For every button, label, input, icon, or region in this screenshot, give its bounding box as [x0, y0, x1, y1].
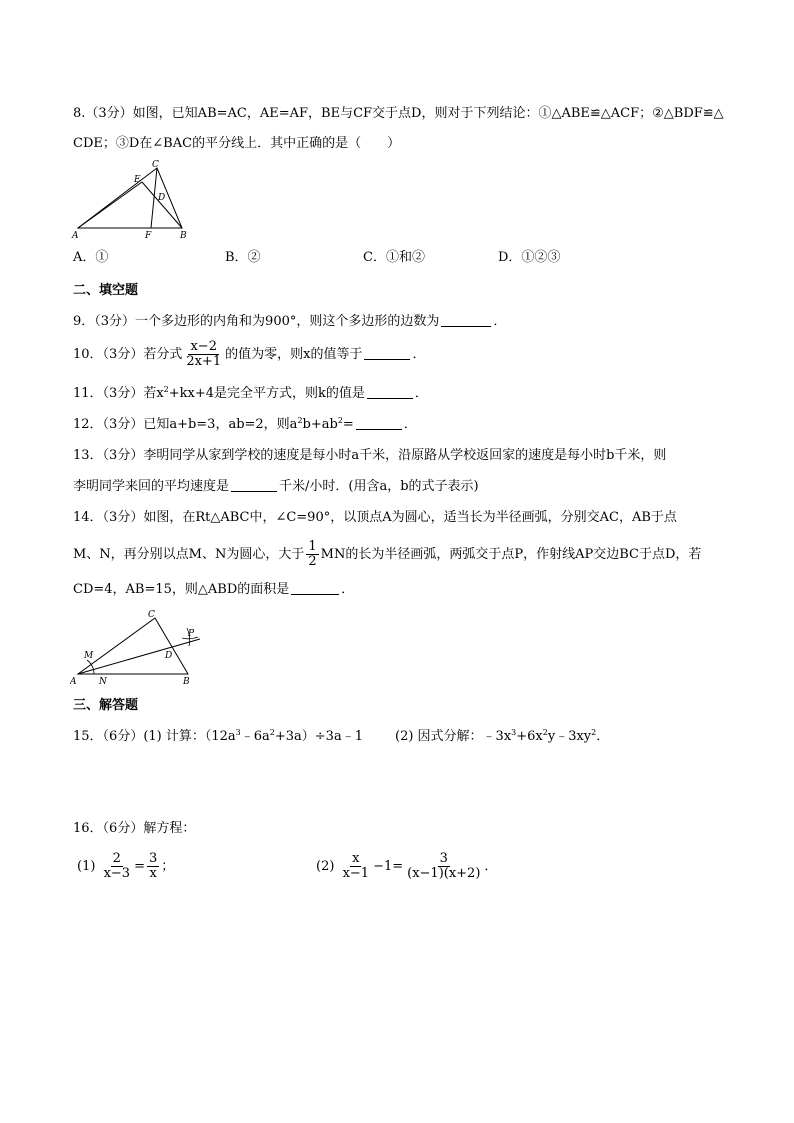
q8-label-b: B [180, 231, 187, 240]
q15-p2-sup1: 3 [511, 728, 517, 737]
q14-line2-prefix: M、N，再分别以点M、N为圆心，大于 [73, 547, 305, 562]
q8-option-c: C．①和② [363, 250, 425, 265]
q10-frac-num: x−2 [190, 339, 217, 354]
q11-sup: 2 [163, 385, 169, 394]
q14-frac-num: 1 [308, 539, 317, 554]
q14-frac-den: 2 [308, 554, 317, 569]
q8-line1: 8.（3分）如图，已知AB=AC，AE=AF，BE与CF交于点D，则对于下列结论：①△ABE≌△ACF；②△BDF≌△ [73, 106, 724, 121]
q16-p1-frac2 [147, 852, 159, 881]
q11-suffix: +kx+4是完全平方式，则k的值是 [168, 386, 365, 401]
q16-p1-den1: x−3 [103, 866, 131, 881]
q12-prefix: 12．（3分）已知a+b=3，ab=2，则a [73, 417, 298, 432]
q16-p2-frac1 [341, 852, 372, 881]
q12-suffix: = [342, 417, 354, 432]
q16-p2-den1: x−1 [342, 866, 370, 881]
q14-line2 [73, 540, 701, 569]
q9-end: ． [493, 314, 507, 329]
q8-label-f: F [145, 231, 152, 240]
q16-p2-frac2 [405, 852, 482, 881]
q16-p1-den2: x [149, 866, 157, 881]
q11-prefix: 11．（3分）若x [73, 386, 164, 401]
q14-label-n: N [99, 677, 107, 686]
q12-mid: b+ab [302, 417, 338, 432]
q16-title: 16．（6分）解方程： [73, 821, 196, 836]
q8-line2: CDE；③D在∠BAC的平分线上．其中正确的是（ ） [73, 136, 401, 151]
q16-p1-label: (1) [77, 859, 96, 874]
q10-end: ． [412, 347, 426, 362]
q8-triangle-figure [70, 160, 195, 240]
q8-label-a: A [72, 231, 79, 240]
q15-part1 [73, 728, 363, 746]
q16-p1-num1: 2 [112, 851, 121, 866]
q13-line2 [73, 478, 479, 496]
q15-p2-sup2: 2 [542, 728, 548, 737]
q16-p2-den2: (x−1)(x+2) [407, 866, 481, 881]
q14-line3-prefix: CD=4，AB=15，则△ABD的面积是 [73, 582, 290, 597]
q15-p1-prefix: 15．（6分）(1) 计算：（12a [73, 729, 236, 744]
q14-label-a: A [70, 677, 77, 686]
q12 [73, 416, 417, 434]
q12-sup1: 2 [297, 416, 303, 425]
q14-label-c: C [148, 610, 155, 620]
q10-answer-blank [364, 346, 410, 360]
q8-label-c: C [152, 160, 159, 170]
q15-p2-sup3: 2 [591, 728, 597, 737]
q10-fraction [184, 340, 223, 369]
q15-p1-sup1: 3 [235, 728, 241, 737]
q15-p2-mid1: +6x [516, 729, 543, 744]
q15-part2 [395, 728, 609, 746]
q9-text: 9．（3分）一个多边形的内角和为900°，则这个多边形的边数为 [73, 314, 440, 329]
q8-option-b: B．② [225, 250, 261, 265]
q9 [73, 313, 506, 331]
q8-option-a: A．① [73, 250, 109, 265]
q8-label-d: D [158, 193, 166, 203]
q12-end: ． [403, 417, 417, 432]
q16-part1 [77, 852, 174, 881]
q13-line2-suffix: 千米/小时．(用含a，b的式子表示) [279, 479, 479, 494]
q14-answer-blank [291, 581, 339, 595]
q16-p1-frac1 [102, 852, 133, 881]
q16-part2 [316, 852, 497, 881]
q16-p2-num1: x [352, 851, 360, 866]
q11-answer-blank [367, 385, 413, 399]
q16-p1-num2: 3 [148, 851, 158, 866]
q16-p1-eq: = [134, 859, 145, 874]
q13-line1: 13．（3分）李明同学从家到学校的速度是每小时a千米，沿原路从学校返回家的速度是每小时b千米，则 [73, 448, 667, 463]
q14-line3 [73, 581, 354, 599]
q16-p2-num2: 3 [439, 851, 448, 866]
q12-sup2: 2 [337, 416, 343, 425]
q15-p2-prefix: (2) 因式分解：﹣3x [395, 729, 512, 744]
q16-p2-end: ． [484, 859, 498, 874]
q11 [73, 385, 428, 403]
q14-label-d: D [165, 651, 173, 661]
q14-label-m: M [84, 651, 94, 661]
q14-triangle-figure [70, 606, 205, 686]
q14-line1: 14．（3分）如图，在Rt△ABC中，∠C=90°，以顶点A为圆心，适当长为半径画弧，分别交AC，AB于点 [73, 510, 677, 525]
q15-p2-end: ． [596, 729, 610, 744]
q15-p1-sup2: 2 [269, 728, 275, 737]
q14-fraction-half [306, 540, 318, 569]
q15-p2-mid2: y﹣3xy [547, 729, 592, 744]
q12-answer-blank [356, 416, 402, 430]
q14-line3-end: ． [341, 582, 355, 597]
q10-prefix: 10．（3分）若分式 [73, 347, 183, 362]
q9-answer-blank [441, 313, 491, 327]
q11-end: ． [414, 386, 428, 401]
q14-label-p: P [188, 629, 195, 639]
section-solve-title: 三、解答题 [73, 698, 139, 713]
q15-p1-suffix: +3a）÷3a﹣1 [274, 729, 363, 744]
q16-p1-end: ； [161, 859, 175, 874]
q10-suffix: 的值为零，则x的值等于 [225, 347, 363, 362]
q13-answer-blank [231, 478, 277, 492]
q14-label-b: B [183, 677, 190, 686]
q15-p1-mid1: ﹣6a [240, 729, 270, 744]
q16-p2-label: (2) [316, 859, 335, 874]
section-fill-in-title: 二、填空题 [73, 283, 139, 298]
q14-line2-suffix: MN的长为半径画弧，两弧交于点P，作射线AP交边BC于点D，若 [320, 547, 702, 562]
q16-p2-mid: −1= [373, 859, 404, 874]
q8-option-d: D．①②③ [498, 250, 561, 265]
q13-line2-prefix: 李明同学来回的平均速度是 [73, 479, 230, 494]
q10 [73, 340, 425, 369]
q10-frac-den: 2x+1 [186, 354, 222, 369]
q8-label-e: E [134, 175, 141, 185]
